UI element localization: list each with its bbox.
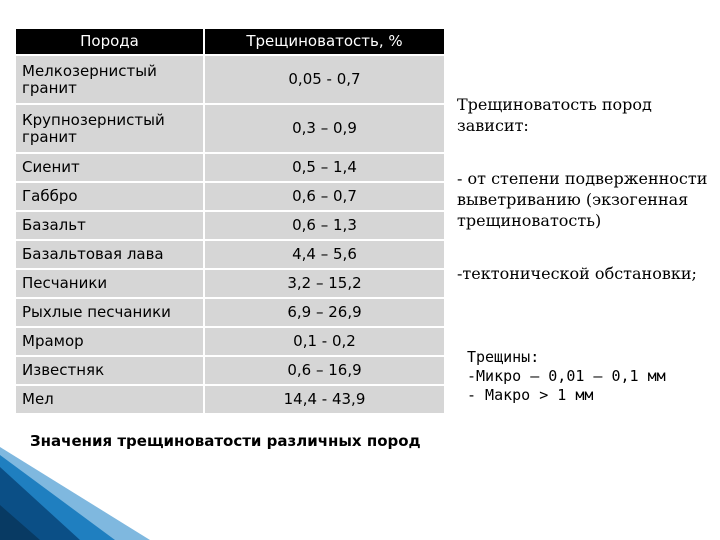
table-row xyxy=(15,269,444,298)
crack-sizes xyxy=(467,348,666,405)
table-row xyxy=(15,240,444,269)
weathering-factor: - от степени подверженности выветриванию (экзогенная трещиноватость) xyxy=(457,169,708,230)
rock-name: Мелкозернистый гранит xyxy=(15,55,204,104)
cracks-title: Трещины: xyxy=(467,348,540,366)
header-rock: Порода xyxy=(15,28,204,55)
table-row xyxy=(15,182,444,211)
table-row xyxy=(15,55,444,104)
table-row xyxy=(15,298,444,327)
fracturing-value: 3,2 – 15,2 xyxy=(204,269,444,298)
fracturing-value: 0,05 - 0,7 xyxy=(204,55,444,104)
tectonic-factor: -тектонической обстановки; xyxy=(457,264,697,283)
fracturing-value: 6,9 – 26,9 xyxy=(204,298,444,327)
rock-name: Крупнозернистый гранит xyxy=(15,104,204,153)
cracks-micro: -Микро – 0,01 – 0,1 мм xyxy=(467,367,666,385)
table-row xyxy=(15,104,444,153)
rock-name: Базальт xyxy=(15,211,204,240)
cracks-macro: - Макро > 1 мм xyxy=(467,386,594,404)
fracturing-value: 4,4 – 5,6 xyxy=(204,240,444,269)
table-header-row xyxy=(15,28,444,55)
rock-name: Сиенит xyxy=(15,153,204,182)
fracturing-value: 0,1 - 0,2 xyxy=(204,327,444,356)
slide-corner-decoration xyxy=(0,445,720,540)
header-fracturing: Трещиноватость, % xyxy=(204,28,444,55)
table-row xyxy=(15,153,444,182)
rock-name: Базальтовая лава xyxy=(15,240,204,269)
fracturing-value: 0,6 – 1,3 xyxy=(204,211,444,240)
table-row xyxy=(15,385,444,413)
fracturing-value: 14,4 - 43,9 xyxy=(204,385,444,413)
fracturing-value: 0,6 – 16,9 xyxy=(204,356,444,385)
fracturing-value: 0,5 – 1,4 xyxy=(204,153,444,182)
table-row xyxy=(15,211,444,240)
table-caption: Значения трещиноватости различных пород xyxy=(30,432,421,450)
rock-name: Габбро xyxy=(15,182,204,211)
rock-name: Рыхлые песчаники xyxy=(15,298,204,327)
depends-heading: Трещиноватость пород зависит: xyxy=(457,95,652,135)
rock-name: Мел xyxy=(15,385,204,413)
rock-name: Мрамор xyxy=(15,327,204,356)
fracturing-value: 0,3 – 0,9 xyxy=(204,104,444,153)
table-row xyxy=(15,356,444,385)
fracturing-value: 0,6 – 0,7 xyxy=(204,182,444,211)
rock-name: Известняк xyxy=(15,356,204,385)
rock-name: Песчаники xyxy=(15,269,204,298)
rock-fracturing-table xyxy=(14,27,444,413)
table-row xyxy=(15,327,444,356)
